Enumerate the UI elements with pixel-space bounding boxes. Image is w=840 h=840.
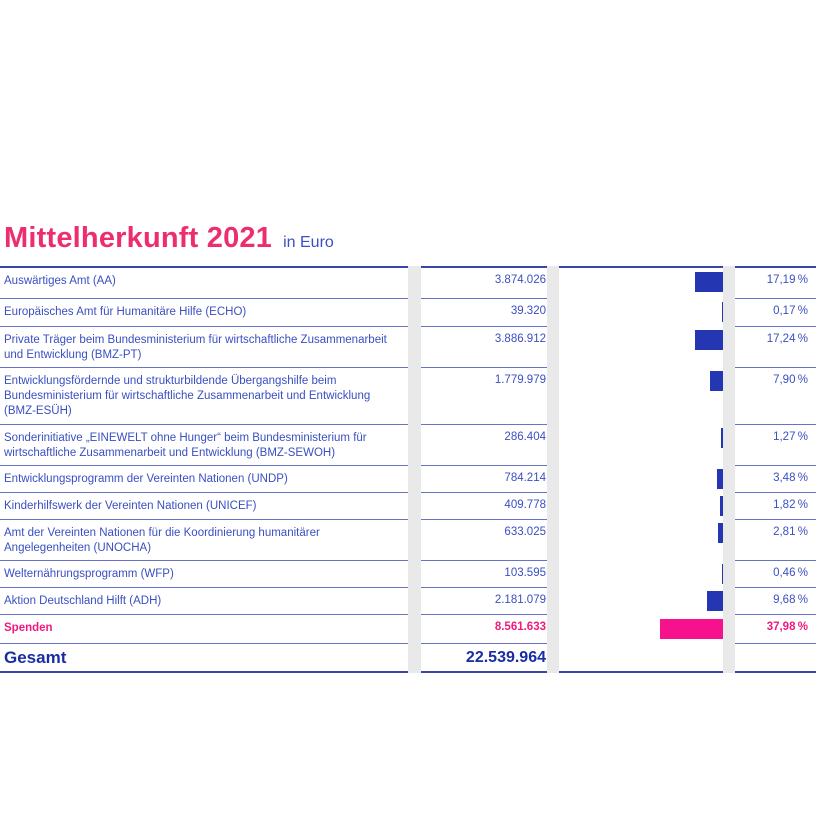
percentage-bar [695, 330, 723, 350]
bar-cell [559, 614, 723, 643]
row-percent: 3,48 % [735, 465, 816, 492]
bar-cell [559, 326, 723, 367]
total-value: 22.539.964 [421, 643, 547, 671]
percentage-bar-spenden [660, 619, 723, 639]
row-percent: 2,81 % [735, 519, 816, 560]
title-text: Mittelherkunft 2021 [4, 222, 273, 254]
bar-cell [559, 519, 723, 560]
row-value: 1.779.979 [421, 367, 547, 424]
row-value: 2.181.079 [421, 587, 547, 614]
row-value: 3.886.912 [421, 326, 547, 367]
bar-cell [559, 465, 723, 492]
row-label: Amt der Vereinten Nationen für die Koordinierung humanitärer Angelegenheiten (UNOCHA) [0, 519, 408, 560]
page-title [4, 222, 334, 255]
row-value: 8.561.633 [421, 614, 547, 643]
vertical-divider-strip [547, 266, 559, 673]
row-label: Auswärtiges Amt (AA) [4, 275, 116, 287]
bar-cell-empty [559, 643, 723, 671]
total-percent-empty [735, 643, 816, 671]
row-label: Spenden [0, 614, 408, 643]
percentage-bar [710, 371, 723, 391]
row-value: 286.404 [421, 424, 547, 465]
total-label: Gesamt [0, 643, 408, 671]
row-value: 633.025 [421, 519, 547, 560]
row-value: 784.214 [421, 465, 547, 492]
row-label: Private Träger beim Bundesministerium für wirtschaftliche Zusammenarbeit und Entwicklung (BMZ-PT) [0, 326, 408, 367]
row-percent: 1,82 % [735, 492, 816, 519]
row-label: Entwicklungsfördernde und strukturbildende Übergangshilfe beim Bundesministerium für wirtschaftliche Zusammenarbeit und Entwicklung (BMZ-ESÜH) [0, 367, 408, 424]
row-label: Sonderinitiative „EINEWELT ohne Hunger“ beim Bundesministerium für wirtschaftliche Zusammenarbeit und Entwicklung (BMZ-SEWOH) [0, 424, 408, 465]
row-percent: 0,17 % [735, 298, 816, 326]
row-value: 39.320 [421, 298, 547, 326]
row-percent: 17,19 % [766, 274, 808, 286]
row-percent: 9,68 % [735, 587, 816, 614]
row-percent: 17,24 % [735, 326, 816, 367]
row-value: 3.874.026 [494, 274, 546, 286]
bar-cell [559, 560, 723, 587]
row-value: 409.778 [421, 492, 547, 519]
title-unit-text: in Euro [283, 234, 334, 251]
row-label: Kinderhilfswerk der Vereinten Nationen (UNICEF) [0, 492, 408, 519]
funding-sources-table [0, 266, 816, 673]
row-label: Europäisches Amt für Humanitäre Hilfe (ECHO) [0, 298, 408, 326]
bar-cell [559, 587, 723, 614]
row-label: Aktion Deutschland Hilft (ADH) [0, 587, 408, 614]
bar-cell [559, 268, 723, 298]
row-label: Welternährungsprogramm (WFP) [0, 560, 408, 587]
row-percent: 0,46 % [735, 560, 816, 587]
percentage-bar [707, 591, 723, 611]
row-percent: 7,90 % [735, 367, 816, 424]
row-value: 103.595 [421, 560, 547, 587]
bar-cell [559, 492, 723, 519]
row-label: Entwicklungsprogramm der Vereinten Nationen (UNDP) [0, 465, 408, 492]
percentage-bar [695, 272, 723, 292]
row-percent: 1,27 % [735, 424, 816, 465]
row-percent: 37,98 % [735, 614, 816, 643]
bar-cell [559, 367, 723, 424]
bar-cell [559, 298, 723, 326]
bar-cell [559, 424, 723, 465]
vertical-divider-strip [723, 266, 735, 673]
vertical-divider-strip [408, 266, 421, 673]
